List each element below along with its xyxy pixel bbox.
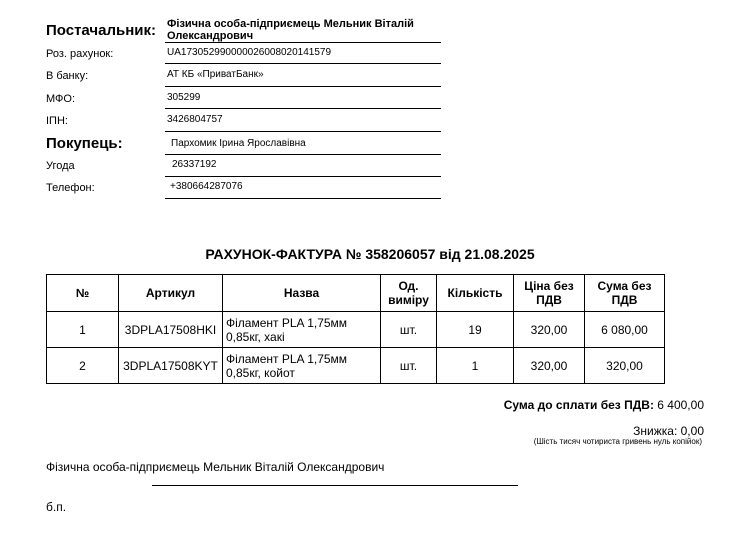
- supplier-name-line1: Фізична особа-підприємець Мельник Віталій: [167, 18, 414, 30]
- header-sum-line2: ПДВ: [611, 293, 638, 307]
- header-sum-line1: Сума без: [597, 279, 652, 293]
- row-price: 320,00: [514, 348, 585, 384]
- total-value: 6 400,00: [657, 398, 704, 412]
- header-name: Назва: [223, 275, 381, 312]
- row-qty: 19: [437, 312, 514, 348]
- row-name: [223, 312, 381, 348]
- table-row: [47, 312, 665, 348]
- row-unit: шт.: [381, 348, 437, 384]
- mfo-label: МФО:: [46, 93, 76, 105]
- invoice-title: РАХУНОК-ФАКТУРА № 358206057 від 21.08.2025: [205, 246, 535, 262]
- phone-value: +380664287076: [165, 181, 441, 199]
- account-value: UA173052990000026008020141579: [165, 47, 441, 64]
- total-in-words: (Шість тисяч чотириста гривень нуль копійок): [533, 437, 702, 446]
- bp-label: б.п.: [46, 500, 67, 514]
- buyer-name: Пархомик Ірина Ярославівна: [165, 138, 441, 155]
- header-no: №: [47, 275, 119, 312]
- agreement-label: Угода: [46, 160, 75, 172]
- row-price: 320,00: [514, 312, 585, 348]
- bank-label: В банку:: [46, 70, 89, 82]
- bank-value: АТ КБ «ПриватБанк»: [165, 69, 441, 87]
- row-name-line2: 0,85кг, койот: [226, 365, 295, 380]
- row-sum: 320,00: [585, 348, 665, 384]
- table-row: [47, 348, 665, 384]
- header-price-line2: ПДВ: [536, 293, 562, 307]
- total-label: Сума до сплати без ПДВ:: [503, 398, 654, 412]
- buyer-heading: Покупець:: [46, 135, 123, 152]
- supplier-name-underline: [165, 42, 441, 43]
- header-unit-line1: Од.: [398, 279, 419, 293]
- phone-label: Телефон:: [46, 182, 95, 194]
- account-label: Роз. рахунок:: [46, 48, 114, 60]
- total-line: [504, 398, 704, 412]
- row-name: [223, 348, 381, 384]
- supplier-name-line2: Олександрович: [167, 30, 254, 42]
- header-unit-line2: виміру: [388, 293, 429, 307]
- row-article: 3DPLA17508HKI: [119, 312, 223, 348]
- signatory: Фізична особа-підприємець Мельник Віталій Олександрович: [46, 460, 385, 474]
- header-price-line1: Ціна без: [524, 279, 574, 293]
- row-article: 3DPLA17508KYT: [119, 348, 223, 384]
- supplier-name: [167, 18, 441, 42]
- header-article: Артикул: [119, 275, 223, 312]
- discount: Знижка: 0,00: [633, 424, 704, 438]
- supplier-heading: Постачальник:: [46, 22, 156, 39]
- agreement-value: 26337192: [165, 159, 441, 177]
- table-header-row: [47, 275, 665, 312]
- header-qty: Кількість: [437, 275, 514, 312]
- header-price: [514, 275, 585, 312]
- row-name-line1: Філамент PLA 1,75мм: [226, 351, 348, 366]
- row-unit: шт.: [381, 312, 437, 348]
- signature-line: [152, 485, 518, 486]
- header-unit: [381, 275, 437, 312]
- row-name-line2: 0,85кг, хакі: [226, 329, 285, 344]
- row-no: 2: [47, 348, 119, 384]
- header-sum: [585, 275, 665, 312]
- ipn-label: ІПН:: [46, 115, 68, 127]
- mfo-value: 305299: [165, 92, 441, 109]
- ipn-value: 3426804757: [165, 114, 441, 132]
- row-qty: 1: [437, 348, 514, 384]
- row-sum: 6 080,00: [585, 312, 665, 348]
- row-no: 1: [47, 312, 119, 348]
- items-table: [46, 274, 665, 384]
- row-name-line1: Філамент PLA 1,75мм: [226, 315, 348, 330]
